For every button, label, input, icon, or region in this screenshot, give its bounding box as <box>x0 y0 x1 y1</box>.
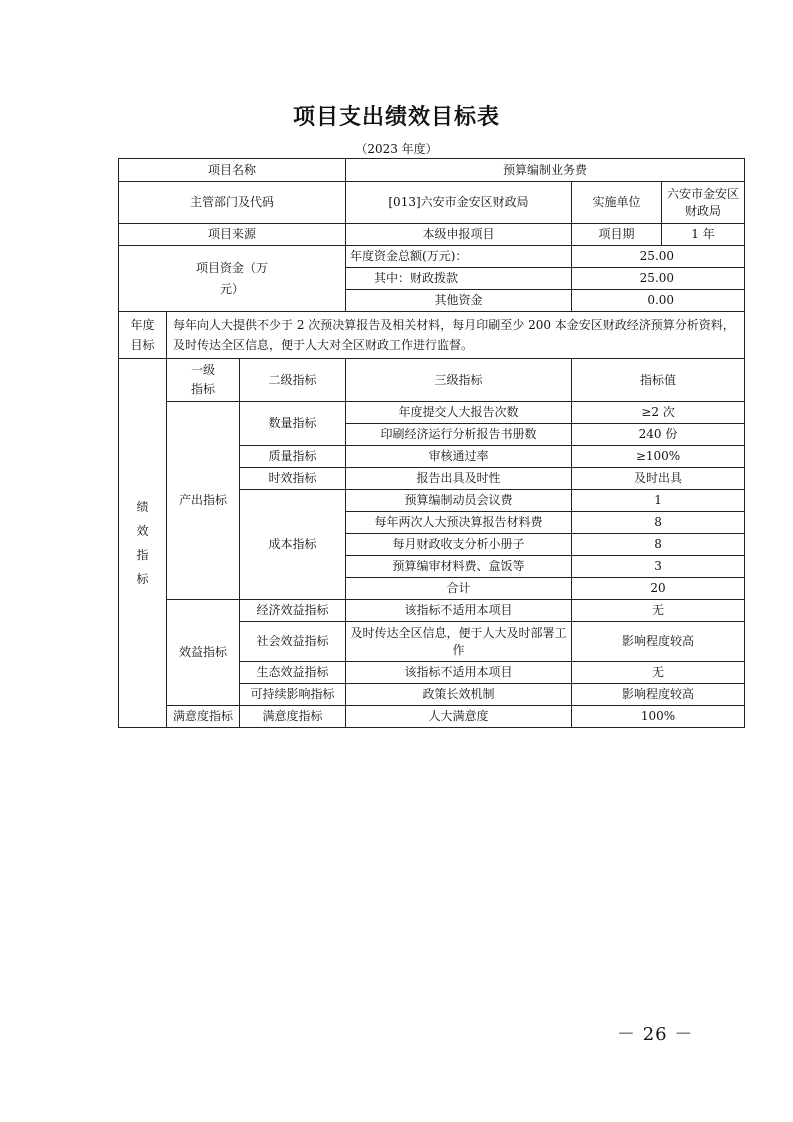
goal-label <box>119 312 167 359</box>
funds-other-label: 其他资金 <box>346 290 572 312</box>
benefit-item-value: 无 <box>572 662 745 684</box>
benefit-sub-label: 生态效益指标 <box>240 662 346 684</box>
project-name-value: 预算编制业务费 <box>346 159 745 182</box>
header-value: 指标值 <box>572 359 745 402</box>
cost-item-name: 合计 <box>346 578 572 600</box>
benefit-label: 效益指标 <box>167 600 240 706</box>
timeliness-label: 时效指标 <box>240 468 346 490</box>
cost-item-name: 预算编制动员会议费 <box>346 490 572 512</box>
benefit-item-name: 政策长效机制 <box>346 684 572 706</box>
header-level3: 三级指标 <box>346 359 572 402</box>
cost-item-value: 3 <box>572 556 745 578</box>
header-level1-text: 一级指标 <box>190 363 215 396</box>
header-level2: 二级指标 <box>240 359 346 402</box>
dept-value: [013]六安市金安区财政局 <box>346 182 572 224</box>
row-project-name <box>119 159 745 182</box>
benefit-item-value: 无 <box>572 600 745 622</box>
quality-item-value: ≥100% <box>572 446 745 468</box>
row-funds-total <box>119 246 745 268</box>
quality-item-name: 审核通过率 <box>346 446 572 468</box>
period-value: 1 年 <box>662 224 745 246</box>
performance-table <box>118 158 745 728</box>
row-perf-header <box>119 359 745 402</box>
cost-item-name: 每年两次人大预决算报告材料费 <box>346 512 572 534</box>
satisfaction-sub-label: 满意度指标 <box>240 706 346 728</box>
page-title: 项目支出绩效目标表 <box>292 104 500 130</box>
impl-label: 实施单位 <box>572 182 662 224</box>
page-number: － 26 － <box>617 1024 694 1045</box>
funds-label <box>119 246 346 312</box>
funds-other-value: 0.00 <box>572 290 745 312</box>
quantity-item-value: 240 份 <box>572 424 745 446</box>
quantity-item-value: ≥2 次 <box>572 402 745 424</box>
satisfaction-item-name: 人大满意度 <box>346 706 572 728</box>
satisfaction-item-value: 100% <box>572 706 745 728</box>
funds-fiscal-value: 25.00 <box>572 268 745 290</box>
header-level1 <box>167 359 240 402</box>
source-label: 项目来源 <box>119 224 346 246</box>
benefit-sub-label: 社会效益指标 <box>240 622 346 662</box>
period-label: 项目期 <box>572 224 662 246</box>
cost-item-value: 20 <box>572 578 745 600</box>
cost-label: 成本指标 <box>240 490 346 600</box>
source-value: 本级申报项目 <box>346 224 572 246</box>
quantity-item-name: 印刷经济运行分析报告书册数 <box>346 424 572 446</box>
output-label: 产出指标 <box>167 402 240 600</box>
row-source <box>119 224 745 246</box>
benefit-item-name: 该指标不适用本项目 <box>346 600 572 622</box>
benefit-item-value: 影响程度较高 <box>572 684 745 706</box>
cost-item-value: 8 <box>572 512 745 534</box>
funds-fiscal-label: 其中：财政拨款 <box>346 268 572 290</box>
benefit-sub-label: 经济效益指标 <box>240 600 346 622</box>
benefit-item-name: 该指标不适用本项目 <box>346 662 572 684</box>
year-subtitle: （2023 年度） <box>355 142 438 156</box>
row-department <box>119 182 745 224</box>
benefit-item-value: 影响程度较高 <box>572 622 745 662</box>
quality-label: 质量指标 <box>240 446 346 468</box>
row-annual-goal <box>119 312 745 359</box>
table-row <box>119 402 745 424</box>
quantity-item-name: 年度提交人大报告次数 <box>346 402 572 424</box>
perf-section-text: 绩效指标 <box>136 500 149 586</box>
table-row <box>119 706 745 728</box>
cost-item-value: 8 <box>572 534 745 556</box>
cost-item-name: 每月财政收支分析小册子 <box>346 534 572 556</box>
timeliness-item-name: 报告出具及时性 <box>346 468 572 490</box>
satisfaction-label: 满意度指标 <box>167 706 240 728</box>
benefit-item-name: 及时传达全区信息，便于人大及时部署工作 <box>346 622 572 662</box>
perf-section-label <box>119 359 167 728</box>
impl-value: 六安市金安区财政局 <box>662 182 745 224</box>
quantity-label: 数量指标 <box>240 402 346 446</box>
goal-text: 每年向人大提供不少于 2 次预决算报告及相关材料，每月印刷至少 200 本金安区财政经济预算分析资料，及时传达全区信息，便于人大对全区财政工作进行监督。 <box>167 312 745 359</box>
benefit-sub-label: 可持续影响指标 <box>240 684 346 706</box>
timeliness-item-value: 及时出具 <box>572 468 745 490</box>
cost-item-name: 预算编审材料费、盒饭等 <box>346 556 572 578</box>
project-name-label: 项目名称 <box>119 159 346 182</box>
cost-item-value: 1 <box>572 490 745 512</box>
goal-label-text: 年度目标 <box>130 318 155 352</box>
dept-label: 主管部门及代码 <box>119 182 346 224</box>
funds-total-value: 25.00 <box>572 246 745 268</box>
table-row <box>119 600 745 622</box>
funds-total-label: 年度资金总额(万元)： <box>346 246 572 268</box>
funds-label-text: 项目资金（万元） <box>195 260 268 296</box>
